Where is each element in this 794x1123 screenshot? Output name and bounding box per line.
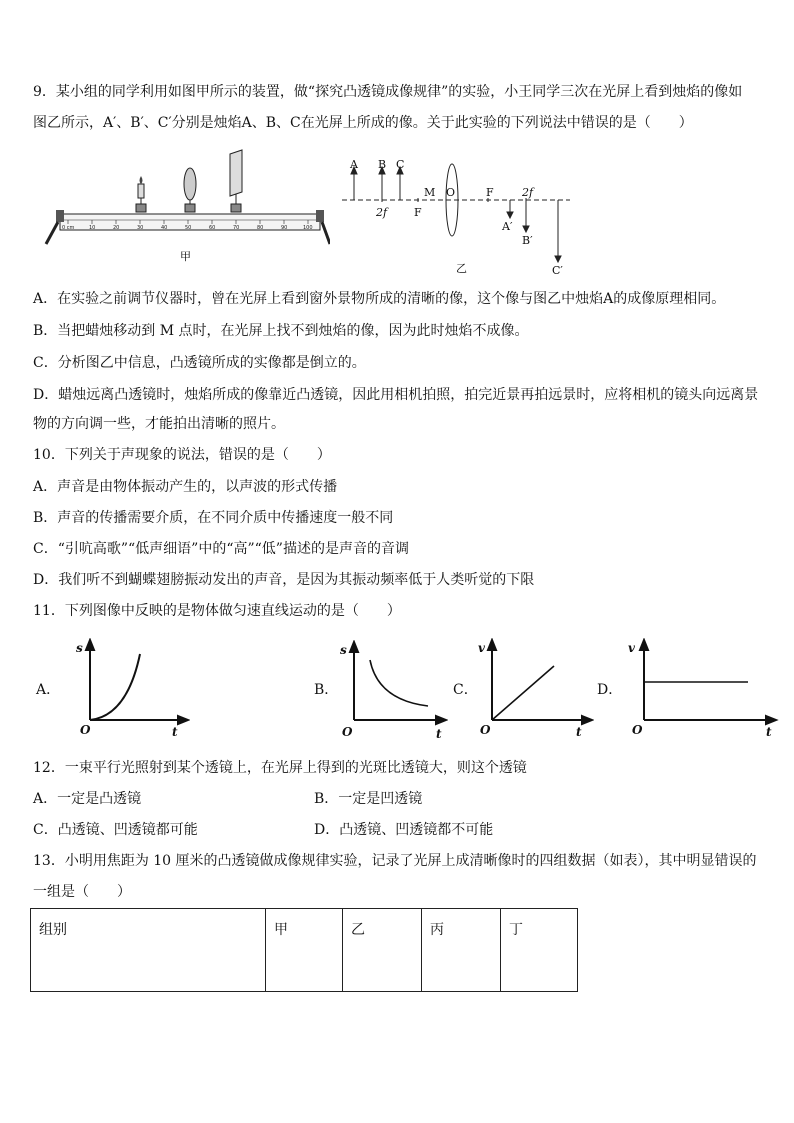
q13-stem-line2: 一组是（ ） [33,884,131,900]
label-F-right: F [486,186,494,199]
graph-c-origin: O [480,723,491,737]
lens-data-table [30,908,578,992]
q9-option-a: A．在实验之前调节仪器时，曾在光屏上看到窗外景物所成的清晰的像，这个像与图乙中烛焰A的成像原理相同。 [33,291,726,307]
q10-option-b: B．声音的传播需要介质，在不同介质中传播速度一般不同 [33,510,394,526]
ruler-tick-10: 10 [89,225,96,231]
graph-d-ylabel: v [628,641,635,655]
q12-option-a: A．一定是凸透镜 [33,791,142,807]
graph-d [624,638,780,738]
ruler-tick-90: 90 [281,225,288,231]
graph-a [72,638,190,738]
q12-option-c: C．凸透镜、凹透镜都可能 [33,822,198,838]
graph-a-origin: O [80,723,91,737]
ruler-tick-0: 0 cm [62,225,75,231]
label-A-image: A′ [502,220,513,233]
graph-b [336,640,448,740]
q13-stem-line1: 13．小明用焦距为 10 厘米的凸透镜做成像规律实验，记录了光屏上成清晰像时的四组数据（如表），其中明显错误的 [33,853,757,869]
label-C-image: C′ [552,264,563,277]
label-B: B [378,158,387,171]
q12-stem: 12．一束平行光照射到某个透镜上，在光屏上得到的光斑比透镜大，则这个透镜 [33,760,527,776]
graph-c-ylabel: v [478,641,485,655]
lens-image-diagram [340,150,580,278]
q9-option-d-line2: 物的方向调一些，才能拍出清晰的照片。 [33,416,285,432]
q10-option-c: C．“引吭高歌”“低声细语”中的“高”“低”描述的是声音的音调 [33,541,409,557]
ruler-tick-40: 40 [161,225,168,231]
ruler-tick-70: 70 [233,225,240,231]
q9-stem-line2: 图乙所示，A′、B′、C′分别是烛焰A、B、C在光屏上所成的像。关于此实验的下列说法中错误的是（ ） [33,115,693,131]
label-O: O [446,186,456,199]
label-C: C [396,158,405,171]
table-row [31,909,578,992]
q11-option-c-letter: C． [453,682,478,698]
ruler-tick-60: 60 [209,225,216,231]
graph-a-xlabel: t [172,725,178,738]
q9-option-d-line1: D．蜡烛远离凸透镜时，烛焰所成的像靠近凸透镜，因此用相机拍照，拍完近景再拍远景时，应将相机的镜头向远离景 [33,387,759,403]
graph-d-origin: O [632,723,643,737]
q10-option-a: A．声音是由物体振动产生的，以声波的形式传播 [33,479,338,495]
q9-stem-line1: 9．某小组的同学利用如图甲所示的装置，做“探究凸透镜成像规律”的实验，小王同学三次在光屏上看到烛焰的像如 [33,84,743,100]
graph-b-ylabel: s [340,643,347,657]
table-header-yi: 乙 [343,909,422,992]
graph-d-xlabel: t [766,725,772,738]
q9-option-b: B．当把蜡烛移动到 M 点时，在光屏上找不到烛焰的像，因为此时烛焰不成像。 [33,323,529,339]
table-header-jia: 甲 [266,909,343,992]
graph-b-origin: O [342,725,353,739]
q11-stem: 11．下列图像中反映的是物体做匀速直线运动的是（ ） [33,603,401,619]
ruler-tick-50: 50 [185,225,192,231]
ruler-tick-80: 80 [257,225,264,231]
optical-bench-figure [40,148,330,268]
graph-c [476,638,594,738]
label-A: A [350,158,358,171]
ruler-tick-30: 30 [137,225,144,231]
q12-option-b: B．一定是凹透镜 [314,791,423,807]
table-header-ding: 丁 [501,909,578,992]
label-B-image: B′ [522,234,533,247]
figure-caption-yi: 乙 [456,262,467,275]
figure-caption-jia: 甲 [180,250,191,263]
q9-option-c: C．分析图乙中信息，凸透镜所成的实像都是倒立的。 [33,355,366,371]
label-F-left: F [414,206,422,219]
graph-c-xlabel: t [576,725,582,738]
label-2f-left: 2f [376,206,388,219]
label-M: M [424,186,436,199]
q11-option-b-letter: B． [314,682,339,698]
q12-option-d: D．凸透镜、凹透镜都不可能 [314,822,494,838]
q11-option-a-letter: A． [36,682,61,698]
graph-a-ylabel: s [76,641,83,655]
q11-option-d-letter: D． [597,682,623,698]
ruler-tick-100: 100 [303,225,313,231]
label-2f-right: 2f [522,186,534,199]
table-header-group: 组别 [31,909,266,992]
q10-option-d: D．我们听不到蝴蝶翅膀振动发出的声音，是因为其振动频率低于人类听觉的下限 [33,572,535,588]
ruler-tick-20: 20 [113,225,120,231]
q10-stem: 10．下列关于声现象的说法，错误的是（ ） [33,447,331,463]
table-header-bing: 丙 [422,909,501,992]
graph-b-xlabel: t [436,727,442,740]
